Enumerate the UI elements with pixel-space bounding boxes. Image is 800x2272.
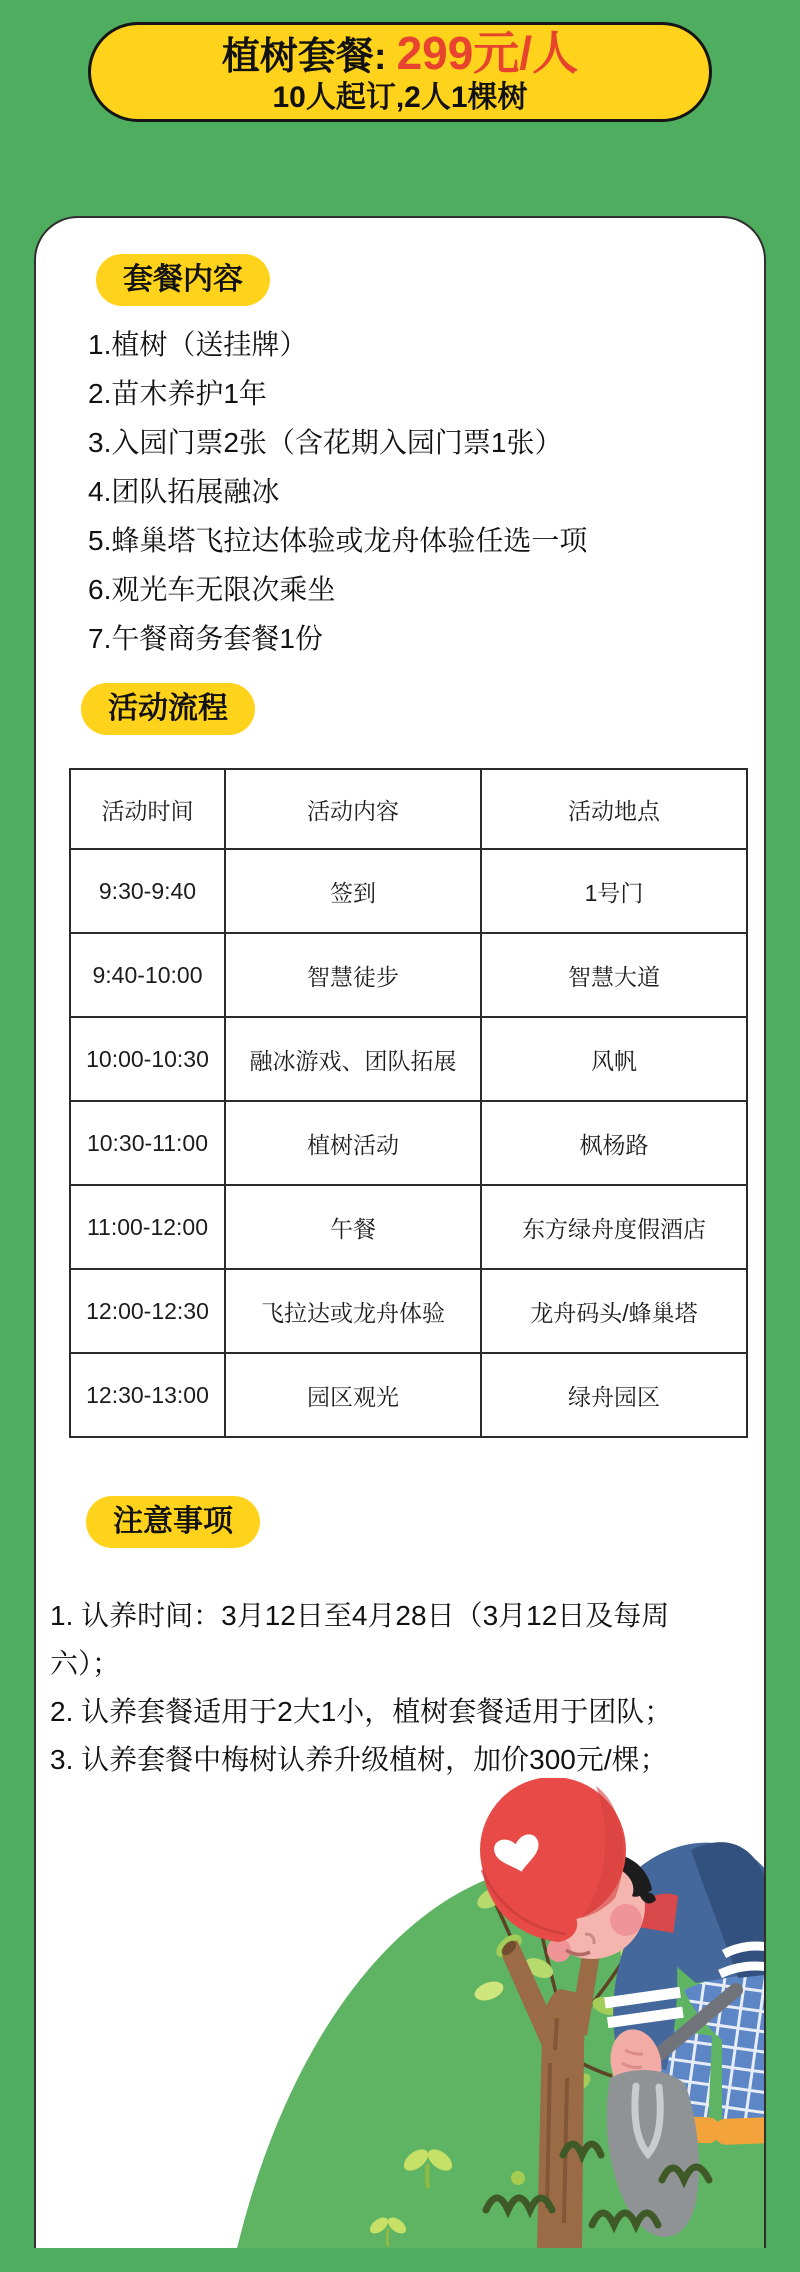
schedule-header-cell: 活动时间 xyxy=(70,769,225,849)
banner-title: 植树套餐: xyxy=(221,35,387,78)
schedule-row xyxy=(70,849,747,933)
banner-price: 299元/人 xyxy=(396,26,579,79)
package-item: 6.观光车无限次乘坐 xyxy=(88,574,336,605)
section-badge-schedule: 活动流程 xyxy=(81,683,255,735)
schedule-cell-activity: 午餐 xyxy=(225,1185,481,1269)
schedule-row xyxy=(70,1101,747,1185)
package-list xyxy=(88,320,764,663)
schedule-cell-location: 1号门 xyxy=(481,849,747,933)
schedule-cell-time: 10:30-11:00 xyxy=(70,1101,225,1185)
schedule-cell-time: 12:30-13:00 xyxy=(70,1353,225,1437)
cheek-blush xyxy=(610,1904,642,1936)
schedule-header-cell: 活动内容 xyxy=(225,769,481,849)
package-item: 3.入园门票2张（含花期入园门票1张） xyxy=(88,427,563,458)
schedule-cell-location: 智慧大道 xyxy=(481,933,747,1017)
schedule-header-row xyxy=(70,769,747,849)
content-card xyxy=(34,216,766,2248)
schedule-cell-time: 12:00-12:30 xyxy=(70,1269,225,1353)
schedule-cell-activity: 植树活动 xyxy=(225,1101,481,1185)
schedule-cell-activity: 智慧徒步 xyxy=(225,933,481,1017)
schedule-row xyxy=(70,1017,747,1101)
shoe-right xyxy=(714,2117,766,2145)
schedule-cell-time: 10:00-10:30 xyxy=(70,1017,225,1101)
package-item: 5.蜂巢塔飞拉达体验或龙舟体验任选一项 xyxy=(88,525,588,556)
schedule-header-cell: 活动地点 xyxy=(481,769,747,849)
package-item: 1.植树（送挂牌） xyxy=(88,329,308,360)
planting-illustration xyxy=(36,1778,766,2248)
section-badge-notes: 注意事项 xyxy=(86,1496,260,1548)
grass-leaf-dot xyxy=(511,2171,525,2185)
schedule-body xyxy=(70,849,747,1437)
package-item: 4.团队拓展融冰 xyxy=(88,476,280,507)
schedule-cell-activity: 融冰游戏、团队拓展 xyxy=(225,1017,481,1101)
schedule-cell-location: 东方绿舟度假酒店 xyxy=(481,1185,747,1269)
note-item: 2. 认养套餐适用于2大1小，植树套餐适用于团队； xyxy=(50,1696,673,1727)
schedule-cell-activity: 签到 xyxy=(225,849,481,933)
schedule-cell-activity: 飞拉达或龙舟体验 xyxy=(225,1269,481,1353)
schedule-cell-location: 枫杨路 xyxy=(481,1101,747,1185)
schedule-row xyxy=(70,1185,747,1269)
package-item: 7.午餐商务套餐1份 xyxy=(88,623,323,654)
schedule-cell-time: 11:00-12:00 xyxy=(70,1185,225,1269)
schedule-row xyxy=(70,1269,747,1353)
schedule-row xyxy=(70,933,747,1017)
package-item: 2.苗木养护1年 xyxy=(88,378,267,409)
schedule-cell-location: 风帆 xyxy=(481,1017,747,1101)
schedule-row xyxy=(70,1353,747,1437)
schedule-cell-location: 龙舟码头/蜂巢塔 xyxy=(481,1269,747,1353)
schedule-cell-location: 绿舟园区 xyxy=(481,1353,747,1437)
schedule-cell-time: 9:40-10:00 xyxy=(70,933,225,1017)
schedule-cell-activity: 园区观光 xyxy=(225,1353,481,1437)
banner-subtitle: 10人起订,2人1棵树 xyxy=(272,80,528,114)
notes-list xyxy=(50,1592,734,1784)
schedule-cell-time: 9:30-9:40 xyxy=(70,849,225,933)
section-badge-package: 套餐内容 xyxy=(96,254,270,306)
note-item: 3. 认养套餐中梅树认养升级植树，加价300元/棵； xyxy=(50,1744,668,1775)
schedule-table xyxy=(69,768,748,1438)
banner-title-line xyxy=(221,26,579,79)
price-banner xyxy=(88,22,712,122)
note-item: 1. 认养时间：3月12日至4月28日（3月12日及每周六）； xyxy=(50,1600,670,1679)
